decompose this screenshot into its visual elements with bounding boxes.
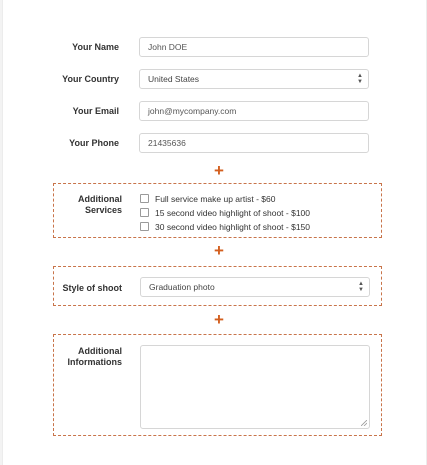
plus-icon: + [214,161,224,180]
additional-info-label: Additional Informations [67,346,122,367]
resize-grip-icon[interactable] [361,420,367,426]
additional-services-label: Additional Services [78,194,122,215]
additional-info-section [53,334,382,436]
style-of-shoot-value: Graduation photo [149,282,215,292]
style-of-shoot-select[interactable] [140,277,370,297]
additional-services-section [53,183,382,238]
email-input[interactable]: john@mycompany.com [139,101,369,121]
service-option-15s-video[interactable]: 15 second video highlight of shoot - $100 [140,208,310,218]
checkbox[interactable] [140,194,149,203]
checkbox[interactable] [140,222,149,231]
plus-icon: + [214,241,224,260]
country-select-value: United States [148,74,200,84]
style-of-shoot-label: Style of shoot [62,283,122,293]
plus-icon: + [214,310,224,329]
phone-input[interactable]: 21435636 [139,133,369,153]
country-label: Your Country [62,74,119,84]
style-of-shoot-section [53,266,382,306]
country-select[interactable] [139,69,369,89]
up-down-arrows-icon: ▲ ▼ [358,281,364,293]
email-label: Your Email [72,106,119,116]
service-option-30s-video[interactable]: 30 second video highlight of shoot - $150 [140,222,310,232]
service-option-makeup[interactable]: Full service make up artist - $60 [140,194,275,204]
checkbox[interactable] [140,208,149,217]
additional-info-textarea[interactable] [140,345,370,429]
form-card [2,0,427,465]
up-down-arrows-icon: ▲ ▼ [357,73,363,85]
name-input[interactable]: John DOE [139,37,369,57]
phone-label: Your Phone [69,138,119,148]
name-label: Your Name [72,42,119,52]
